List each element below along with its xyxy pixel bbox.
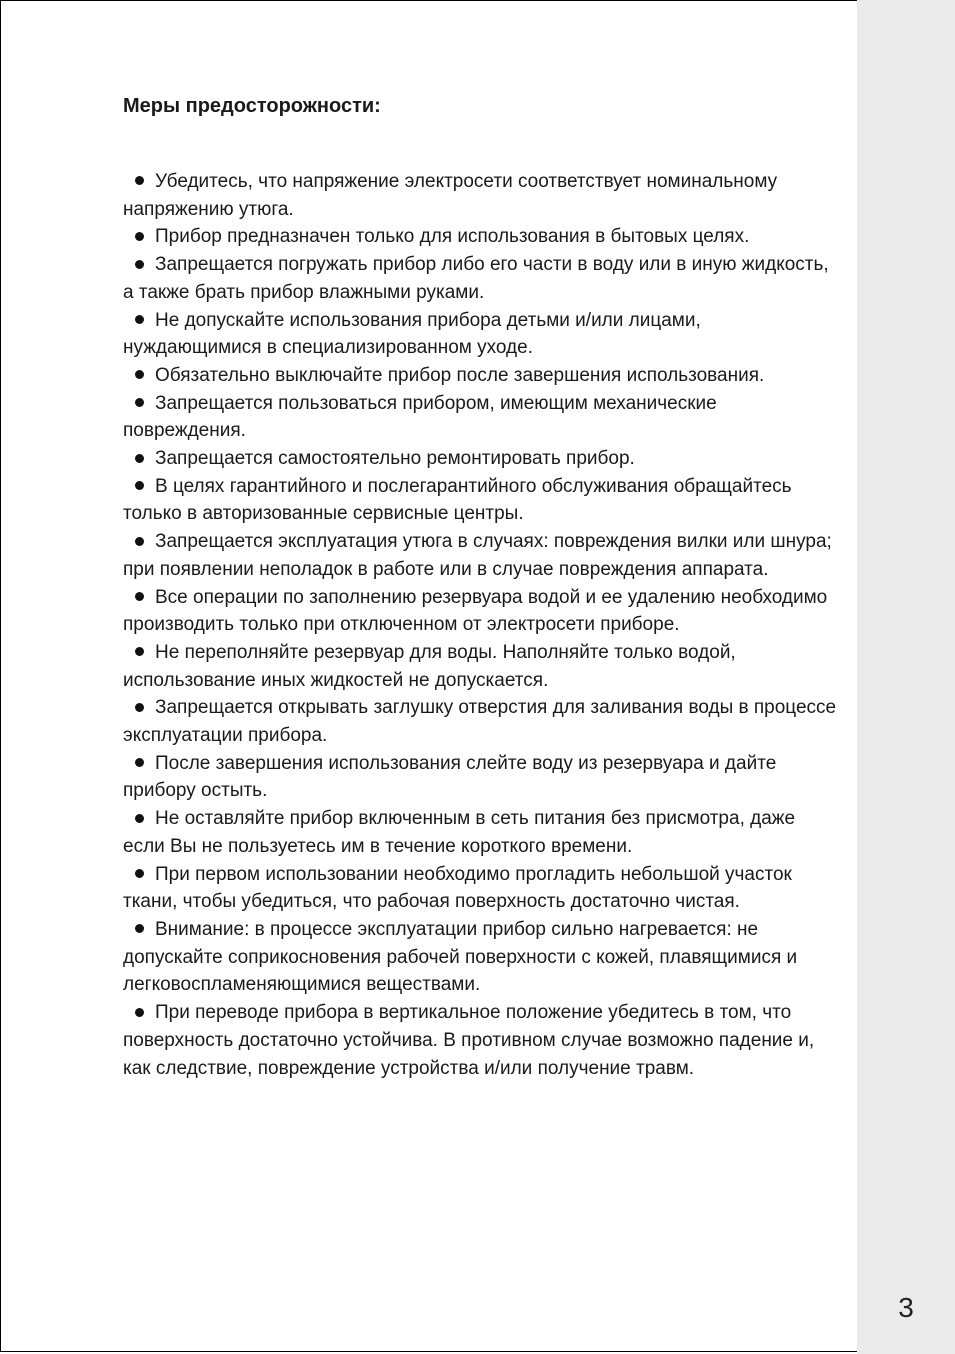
bullet-icon	[135, 370, 144, 379]
list-item-text: После завершения использования слейте воду из резервуара и дайте прибору остыть.	[123, 752, 777, 802]
list-item-text: Запрещается открывать заглушку отверстия для заливания воды в процессе эксплуатации прибора.	[123, 697, 837, 747]
section-heading: Меры предосторожности:	[123, 95, 381, 117]
list-item-text: Убедитесь, что напряжение электросети соответствует номинальному напряжению утюга.	[123, 171, 778, 220]
list-item	[123, 805, 838, 860]
bullet-icon	[135, 315, 144, 324]
list-item-text: Все операции по заполнению резервуара водой и ее удалению необходимо производить только при отключенном от электросети приборе.	[123, 586, 828, 636]
list-item-text: Запрещается самостоятельно ремонтировать прибор.	[155, 448, 635, 470]
list-item-text: Внимание: в процессе эксплуатации прибор сильно нагревается: не допускайте соприкосновения рабочей поверхности с кожей, плавящимися и легковоспламеняющимися веществами.	[123, 918, 798, 996]
list-item	[123, 362, 838, 390]
list-item	[123, 694, 838, 749]
list-item	[123, 861, 838, 916]
list-item-text: Не допускайте использования прибора детьми и/или лицами, нуждающимися в специализированном уходе.	[123, 309, 701, 359]
page-margin-sidebar	[857, 0, 955, 1354]
bullet-icon	[135, 537, 144, 546]
bullet-icon	[135, 703, 144, 712]
list-item	[123, 750, 838, 805]
list-item-text: Запрещается погружать прибор либо его части в воду или в иную жидкость, а также брать прибор влажными руками.	[123, 254, 829, 303]
list-item-text: Не переполняйте резервуар для воды. Наполняйте только водой, использование иных жидкостей не допускается.	[123, 641, 736, 691]
bullet-icon	[135, 398, 144, 407]
list-item	[123, 390, 838, 445]
list-item	[123, 916, 838, 999]
page-content	[123, 91, 838, 1082]
list-item	[123, 223, 838, 251]
bullet-icon	[135, 481, 144, 490]
list-item	[123, 307, 838, 362]
list-item	[123, 445, 838, 473]
bullet-icon	[135, 176, 144, 185]
bullet-icon	[135, 924, 144, 933]
list-item-text: Запрещается пользоваться прибором, имеющим механические повреждения.	[123, 392, 717, 442]
bullet-icon	[135, 647, 144, 656]
list-item-text: Прибор предназначен только для использования в бытовых целях.	[155, 226, 750, 248]
bullet-icon	[135, 232, 144, 241]
bullet-icon	[135, 1008, 144, 1017]
page-number: 3	[898, 1292, 914, 1323]
precautions-list	[123, 168, 838, 1082]
list-item-text: При первом использовании необходимо прогладить небольшой участок ткани, чтобы убедиться, что рабочая поверхность достаточно чистая.	[123, 863, 792, 913]
bullet-icon	[135, 592, 144, 601]
list-item	[123, 639, 838, 694]
bullet-icon	[135, 814, 144, 823]
list-item	[123, 473, 838, 528]
list-item	[123, 584, 838, 639]
list-item	[123, 999, 838, 1082]
bullet-icon	[135, 454, 144, 463]
list-item	[123, 168, 838, 223]
list-item-text: Не оставляйте прибор включенным в сеть питания без присмотра, даже если Вы не пользуетесь им в течение короткого времени.	[123, 808, 796, 857]
bullet-icon	[135, 260, 144, 269]
list-item-text: Запрещается эксплуатация утюга в случаях: повреждения вилки или шнура; при появлении неполадок в работе или в случае повреждения аппарата.	[123, 531, 832, 580]
list-item-text: При переводе прибора в вертикальное положение убедитесь в том, что поверхность достаточно устойчива. В противном случае возможно падение и, как следствие, повреждение устройства и/или получение травм.	[123, 1002, 815, 1079]
bullet-icon	[135, 869, 144, 878]
list-item-text: Обязательно выключайте прибор после завершения использования.	[155, 364, 765, 386]
bullet-icon	[135, 758, 144, 767]
list-item	[123, 528, 838, 583]
list-item	[123, 251, 838, 306]
list-item-text: В целях гарантийного и послегарантийного обслуживания обращайтесь только в авторизованные сервисные центры.	[123, 475, 792, 525]
